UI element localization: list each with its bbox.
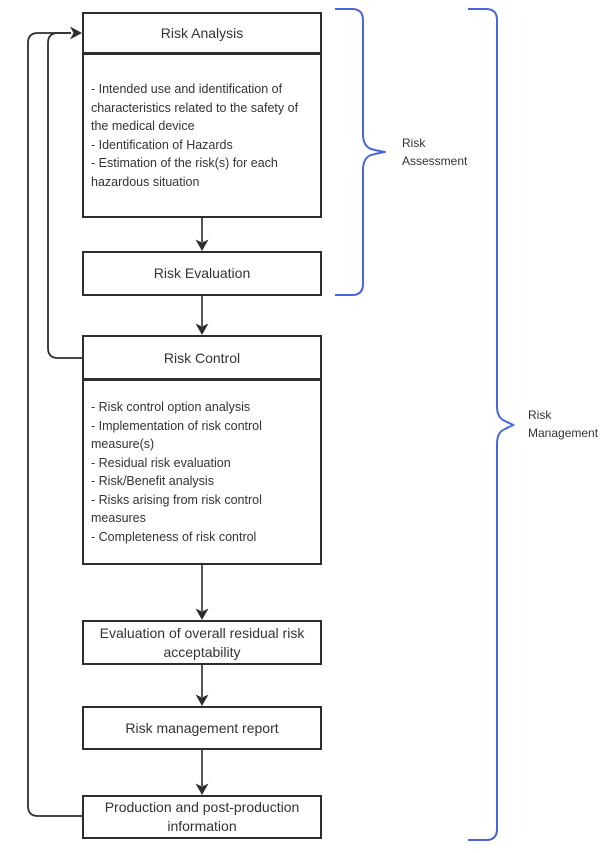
risk-assessment-label: Risk Assessment [402,136,468,168]
risk-assessment-brace [335,9,385,295]
risk-analysis-title: Risk Analysis [84,14,320,55]
list-item: - Risk control option analysis [91,400,251,414]
risk-evaluation-box: Risk Evaluation [82,251,322,296]
list-item: - Implementation of risk control measure(s) [91,418,262,451]
feedback-lines [28,33,82,816]
list-item: - Estimation of the risk(s) for each hazardous situation [91,156,278,189]
list-item: - Completeness of risk control [91,529,257,544]
risk-management-report-box: Risk management report [82,706,322,750]
list-item: - Risks arising from risk control measures [91,492,262,525]
list-item: - Identification of Hazards [91,137,233,152]
risk-analysis-box [82,12,322,218]
risk-control-details [84,381,320,563]
list-item: - Intended use and identification of characteristics related to the safety of the medical device [91,82,299,133]
list-item: - Residual risk evaluation [91,455,231,470]
production-information-box: Production and post-production information [82,795,322,839]
list-item: - Risk/Benefit analysis [91,474,214,488]
feedback-line-control-to-analysis [48,33,82,358]
risk-control-box [82,335,322,565]
overall-residual-risk-box: Evaluation of overall residual risk acceptability [82,620,322,665]
risk-control-title: Risk Control [84,337,320,381]
arrowhead-right-icon [70,27,82,40]
risk-analysis-details [84,55,320,216]
risk-management-label: Risk Management [528,408,599,440]
feedback-line-production-to-analysis [28,33,82,816]
